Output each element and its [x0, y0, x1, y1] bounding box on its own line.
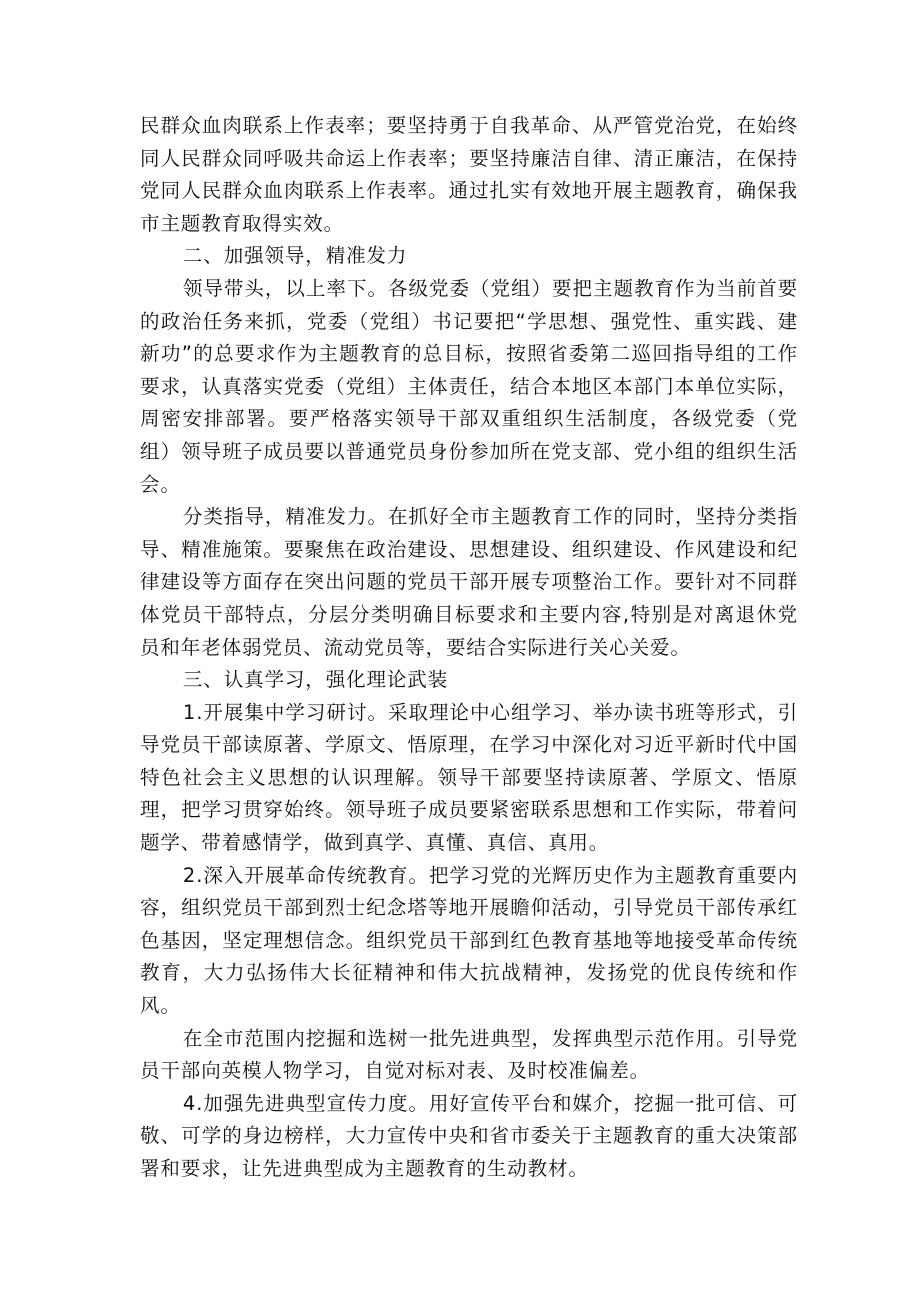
section-heading-3: 三、认真学习，强化理论武装 [182, 668, 449, 692]
paragraph-continued: 民群众血肉联系上作表率；要坚持勇于自我革命、从严管党治党，在始终同人民群众同呼吸共命运上作表率；要坚持廉洁自律、清正廉洁，在保持党同人民群众血肉联系上作表率。通过扎实有效地开展主题教育，确保我市主题教育取得实效。 [140, 114, 798, 235]
paragraph-classified-guidance: 分类指导，精准发力。在抓好全市主题教育工作的同时，坚持分类指导、精准施策。要聚焦在政治建设、思想建设、组织建设、作风建设和纪律建设等方面存在突出问题的党员干部开展专项整治工作。要针对不同群体党员干部特点，分层分类明确目标要求和主要内容,特别是对离退休党员和年老体弱党员、流动党员等，要结合实际进行关心关爱。 [140, 505, 798, 659]
paragraph-item-4: 4.加强先进典型宣传力度。用好宣传平台和媒介，挖掘一批可信、可敬、可学的身边榜样，大力宣传中央和省市委关于主题教育的重大决策部署和要求，让先进典型成为主题教育的生动教材。 [140, 1091, 798, 1180]
paragraph-leadership: 领导带头，以上率下。各级党委（党组）要把主题教育作为当前首要的政治任务来抓，党委（党组）书记要把“学思想、强党性、重实践、建新功”的总要求作为主题教育的总目标，按照省委第二巡回指导组的工作要求，认真落实党委（党组）主体责任，结合本地区本部门本单位实际，周密安排部署。要严格落实领导干部双重组织生活制度，各级党委（党组）领导班子成员要以普通党员身份参加所在党支部、党小组的组织生活会。 [140, 276, 798, 496]
section-heading-2: 二、加强领导，精准发力 [182, 244, 408, 268]
paragraph-item-1: 1.开展集中学习研讨。采取理论中心组学习、举办读书班等形式，引导党员干部读原著、学原文、悟原理，在学习中深化对习近平新时代中国特色社会主义思想的认识理解。领导干部要坚持读原著、学原文、悟原理，把学习贯穿始终。领导班子成员要紧密联系思想和工作实际，带着问题学、带着感情学，做到真学、真懂、真信、真用。 [140, 700, 798, 855]
document-body [140, 110, 798, 1186]
paragraph-typical-examples: 在全市范围内挖掘和选树一批先进典型，发挥典型示范作用。引导党员干部向英模人物学习，自觉对标对表、及时校准偏差。 [140, 1026, 798, 1083]
paragraph-item-2: 2.深入开展革命传统教育。把学习党的光辉历史作为主题教育重要内容，组织党员干部到烈士纪念塔等地开展瞻仰活动，引导党员干部传承红色基因，坚定理想信念。组织党员干部到红色教育基地等地接受革命传统教育，大力弘扬伟大长征精神和伟大抗战精神，发扬党的优良传统和作风。 [140, 863, 798, 1018]
